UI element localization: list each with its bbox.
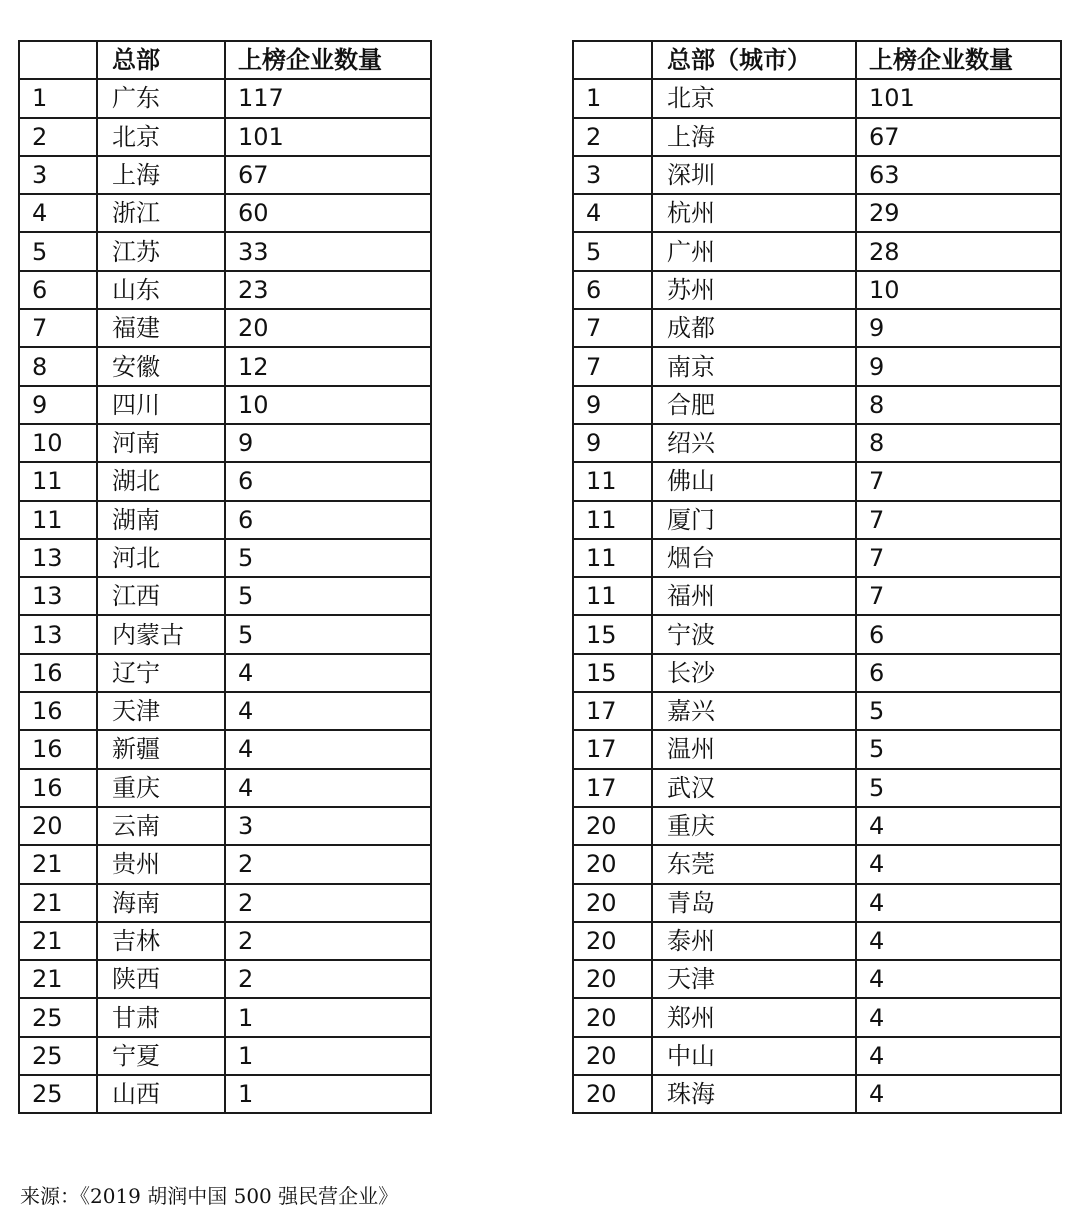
count-cell: 2 <box>225 960 431 998</box>
rank-cell: 21 <box>19 884 97 922</box>
headquarters-cell: 深圳 <box>652 156 856 194</box>
headquarters-cell: 广州 <box>652 232 856 270</box>
table-row <box>19 462 431 500</box>
rank-cell: 3 <box>573 156 652 194</box>
count-header: 上榜企业数量 <box>225 41 431 79</box>
count-cell: 101 <box>856 79 1061 117</box>
table-row <box>19 730 431 768</box>
headquarters-cell: 宁夏 <box>97 1037 225 1075</box>
rank-cell: 10 <box>19 424 97 462</box>
headquarters-cell: 杭州 <box>652 194 856 232</box>
rank-cell: 4 <box>19 194 97 232</box>
rank-cell: 17 <box>573 769 652 807</box>
headquarters-cell: 重庆 <box>652 807 856 845</box>
rank-cell: 11 <box>19 501 97 539</box>
rank-cell: 20 <box>573 1037 652 1075</box>
rank-cell: 9 <box>573 386 652 424</box>
province-ranking-table <box>18 40 432 1114</box>
table-row <box>573 539 1061 577</box>
count-cell: 6 <box>856 654 1061 692</box>
headquarters-cell: 海南 <box>97 884 225 922</box>
headquarters-cell: 北京 <box>652 79 856 117</box>
headquarters-cell: 吉林 <box>97 922 225 960</box>
count-header: 上榜企业数量 <box>856 41 1061 79</box>
headquarters-cell: 浙江 <box>97 194 225 232</box>
rank-cell: 1 <box>19 79 97 117</box>
headquarters-cell: 长沙 <box>652 654 856 692</box>
city-table-header <box>573 41 1061 79</box>
count-cell: 20 <box>225 309 431 347</box>
table-row <box>573 960 1061 998</box>
table-row <box>573 998 1061 1036</box>
headquarters-cell: 苏州 <box>652 271 856 309</box>
city-table-body <box>573 79 1061 1113</box>
count-cell: 6 <box>225 462 431 500</box>
table-row <box>573 769 1061 807</box>
count-cell: 67 <box>225 156 431 194</box>
headquarters-cell: 江西 <box>97 577 225 615</box>
count-cell: 4 <box>856 998 1061 1036</box>
count-cell: 4 <box>225 654 431 692</box>
count-cell: 4 <box>856 845 1061 883</box>
count-cell: 5 <box>856 730 1061 768</box>
headquarters-cell: 福州 <box>652 577 856 615</box>
table-row <box>19 424 431 462</box>
table-row <box>19 845 431 883</box>
count-cell: 9 <box>225 424 431 462</box>
count-cell: 4 <box>856 960 1061 998</box>
rank-cell: 16 <box>19 769 97 807</box>
rank-cell: 20 <box>573 1075 652 1113</box>
header-row <box>573 41 1061 79</box>
count-cell: 4 <box>856 1075 1061 1113</box>
rank-cell: 15 <box>573 615 652 653</box>
count-cell: 23 <box>225 271 431 309</box>
table-row <box>573 1075 1061 1113</box>
rank-cell: 16 <box>19 692 97 730</box>
headquarters-cell: 江苏 <box>97 232 225 270</box>
table-row <box>573 194 1061 232</box>
headquarters-cell: 郑州 <box>652 998 856 1036</box>
table-row <box>19 1075 431 1113</box>
count-cell: 63 <box>856 156 1061 194</box>
count-cell: 5 <box>856 769 1061 807</box>
headquarters-cell: 武汉 <box>652 769 856 807</box>
count-cell: 4 <box>856 1037 1061 1075</box>
headquarters-cell: 上海 <box>97 156 225 194</box>
headquarters-cell: 东莞 <box>652 845 856 883</box>
rank-cell: 11 <box>573 577 652 615</box>
count-cell: 12 <box>225 347 431 385</box>
table-row <box>573 692 1061 730</box>
rank-cell: 16 <box>19 654 97 692</box>
rank-cell: 17 <box>573 692 652 730</box>
rank-cell: 20 <box>573 960 652 998</box>
headquarters-cell: 青岛 <box>652 884 856 922</box>
table-row <box>573 309 1061 347</box>
table-row <box>19 347 431 385</box>
count-cell: 5 <box>225 577 431 615</box>
table-row <box>573 1037 1061 1075</box>
province-table-header <box>19 41 431 79</box>
count-cell: 10 <box>225 386 431 424</box>
count-cell: 5 <box>856 692 1061 730</box>
table-row <box>19 194 431 232</box>
count-cell: 4 <box>225 730 431 768</box>
headquarters-cell: 新疆 <box>97 730 225 768</box>
count-cell: 29 <box>856 194 1061 232</box>
count-cell: 67 <box>856 118 1061 156</box>
count-cell: 7 <box>856 462 1061 500</box>
headquarters-cell: 内蒙古 <box>97 615 225 653</box>
table-row <box>19 615 431 653</box>
headquarters-cell: 北京 <box>97 118 225 156</box>
count-cell: 8 <box>856 386 1061 424</box>
rank-cell: 25 <box>19 1075 97 1113</box>
count-cell: 10 <box>856 271 1061 309</box>
rank-cell: 20 <box>19 807 97 845</box>
count-cell: 60 <box>225 194 431 232</box>
table-row <box>19 577 431 615</box>
headquarters-cell: 河北 <box>97 539 225 577</box>
headquarters-cell: 贵州 <box>97 845 225 883</box>
table-row <box>573 807 1061 845</box>
table-row <box>573 118 1061 156</box>
headquarters-cell: 甘肃 <box>97 998 225 1036</box>
rank-cell: 21 <box>19 960 97 998</box>
headquarters-cell: 山东 <box>97 271 225 309</box>
table-row <box>19 807 431 845</box>
rank-cell: 16 <box>19 730 97 768</box>
rank-cell: 7 <box>573 309 652 347</box>
headquarters-cell: 辽宁 <box>97 654 225 692</box>
rank-cell: 20 <box>573 922 652 960</box>
count-cell: 7 <box>856 577 1061 615</box>
count-cell: 9 <box>856 309 1061 347</box>
headquarters-cell: 绍兴 <box>652 424 856 462</box>
headquarters-cell: 温州 <box>652 730 856 768</box>
table-row <box>19 960 431 998</box>
count-cell: 4 <box>856 922 1061 960</box>
headquarters-cell: 福建 <box>97 309 225 347</box>
headquarters-cell: 天津 <box>97 692 225 730</box>
table-row <box>573 79 1061 117</box>
rank-cell: 9 <box>19 386 97 424</box>
rank-cell: 2 <box>19 118 97 156</box>
table-row <box>19 998 431 1036</box>
headquarters-cell: 厦门 <box>652 501 856 539</box>
table-row <box>573 577 1061 615</box>
rank-cell: 25 <box>19 1037 97 1075</box>
table-row <box>19 1037 431 1075</box>
count-cell: 5 <box>225 615 431 653</box>
table-row <box>573 654 1061 692</box>
headquarters-cell: 四川 <box>97 386 225 424</box>
rank-header <box>573 41 652 79</box>
rank-cell: 15 <box>573 654 652 692</box>
rank-cell: 20 <box>573 845 652 883</box>
headquarters-cell: 佛山 <box>652 462 856 500</box>
rank-header <box>19 41 97 79</box>
count-cell: 101 <box>225 118 431 156</box>
table-row <box>19 79 431 117</box>
rank-cell: 20 <box>573 884 652 922</box>
count-cell: 7 <box>856 501 1061 539</box>
table-row <box>19 118 431 156</box>
count-cell: 117 <box>225 79 431 117</box>
table-row <box>573 424 1061 462</box>
count-cell: 3 <box>225 807 431 845</box>
count-cell: 2 <box>225 845 431 883</box>
rank-cell: 5 <box>573 232 652 270</box>
rank-cell: 8 <box>19 347 97 385</box>
rank-cell: 25 <box>19 998 97 1036</box>
city-ranking-table <box>572 40 1062 1114</box>
table-row <box>19 769 431 807</box>
count-cell: 28 <box>856 232 1061 270</box>
headquarters-cell: 泰州 <box>652 922 856 960</box>
header-row <box>19 41 431 79</box>
rank-cell: 9 <box>573 424 652 462</box>
headquarters-cell: 南京 <box>652 347 856 385</box>
headquarters-cell: 安徽 <box>97 347 225 385</box>
count-cell: 4 <box>225 692 431 730</box>
headquarters-cell: 广东 <box>97 79 225 117</box>
headquarters-cell: 上海 <box>652 118 856 156</box>
table-row <box>19 156 431 194</box>
headquarters-cell: 云南 <box>97 807 225 845</box>
table-row <box>573 462 1061 500</box>
rank-cell: 17 <box>573 730 652 768</box>
count-cell: 4 <box>856 807 1061 845</box>
province-table-body <box>19 79 431 1113</box>
headquarters-cell: 中山 <box>652 1037 856 1075</box>
count-cell: 8 <box>856 424 1061 462</box>
count-cell: 4 <box>856 884 1061 922</box>
rank-cell: 21 <box>19 845 97 883</box>
rank-cell: 1 <box>573 79 652 117</box>
rank-cell: 13 <box>19 615 97 653</box>
table-row <box>19 539 431 577</box>
rank-cell: 13 <box>19 539 97 577</box>
rank-cell: 4 <box>573 194 652 232</box>
count-cell: 1 <box>225 998 431 1036</box>
headquarters-cell: 湖北 <box>97 462 225 500</box>
table-row <box>573 501 1061 539</box>
table-row <box>573 271 1061 309</box>
count-cell: 5 <box>225 539 431 577</box>
headquarters-cell: 湖南 <box>97 501 225 539</box>
headquarters-cell: 烟台 <box>652 539 856 577</box>
rank-cell: 11 <box>19 462 97 500</box>
count-cell: 4 <box>225 769 431 807</box>
rank-cell: 6 <box>573 271 652 309</box>
table-row <box>573 615 1061 653</box>
headquarters-cell: 陕西 <box>97 960 225 998</box>
headquarters-cell: 重庆 <box>97 769 225 807</box>
rank-cell: 20 <box>573 998 652 1036</box>
table-row <box>19 501 431 539</box>
headquarters-cell: 嘉兴 <box>652 692 856 730</box>
rank-cell: 2 <box>573 118 652 156</box>
headquarters-cell: 天津 <box>652 960 856 998</box>
headquarters-header: 总部（城市） <box>652 41 856 79</box>
table-row <box>19 654 431 692</box>
table-row <box>573 884 1061 922</box>
source-note: 来源：《2019 胡润中国 500 强民营企业》 <box>20 1184 399 1208</box>
rank-cell: 7 <box>19 309 97 347</box>
table-row <box>573 347 1061 385</box>
headquarters-cell: 宁波 <box>652 615 856 653</box>
table-row <box>573 232 1061 270</box>
rank-cell: 5 <box>19 232 97 270</box>
headquarters-cell: 河南 <box>97 424 225 462</box>
count-cell: 1 <box>225 1075 431 1113</box>
headquarters-cell: 成都 <box>652 309 856 347</box>
table-row <box>573 156 1061 194</box>
count-cell: 7 <box>856 539 1061 577</box>
rank-cell: 6 <box>19 271 97 309</box>
headquarters-cell: 珠海 <box>652 1075 856 1113</box>
rank-cell: 7 <box>573 347 652 385</box>
headquarters-header: 总部 <box>97 41 225 79</box>
rank-cell: 3 <box>19 156 97 194</box>
count-cell: 2 <box>225 884 431 922</box>
headquarters-cell: 合肥 <box>652 386 856 424</box>
table-row <box>19 884 431 922</box>
table-row <box>19 922 431 960</box>
rank-cell: 21 <box>19 922 97 960</box>
count-cell: 6 <box>856 615 1061 653</box>
rank-cell: 11 <box>573 462 652 500</box>
count-cell: 1 <box>225 1037 431 1075</box>
headquarters-cell: 山西 <box>97 1075 225 1113</box>
table-row <box>19 692 431 730</box>
table-row <box>19 271 431 309</box>
table-row <box>19 386 431 424</box>
count-cell: 2 <box>225 922 431 960</box>
count-cell: 6 <box>225 501 431 539</box>
count-cell: 33 <box>225 232 431 270</box>
rank-cell: 11 <box>573 501 652 539</box>
rank-cell: 20 <box>573 807 652 845</box>
rank-cell: 11 <box>573 539 652 577</box>
table-row <box>19 232 431 270</box>
table-row <box>573 730 1061 768</box>
table-row <box>573 386 1061 424</box>
table-row <box>573 922 1061 960</box>
table-row <box>19 309 431 347</box>
count-cell: 9 <box>856 347 1061 385</box>
rank-cell: 13 <box>19 577 97 615</box>
table-row <box>573 845 1061 883</box>
